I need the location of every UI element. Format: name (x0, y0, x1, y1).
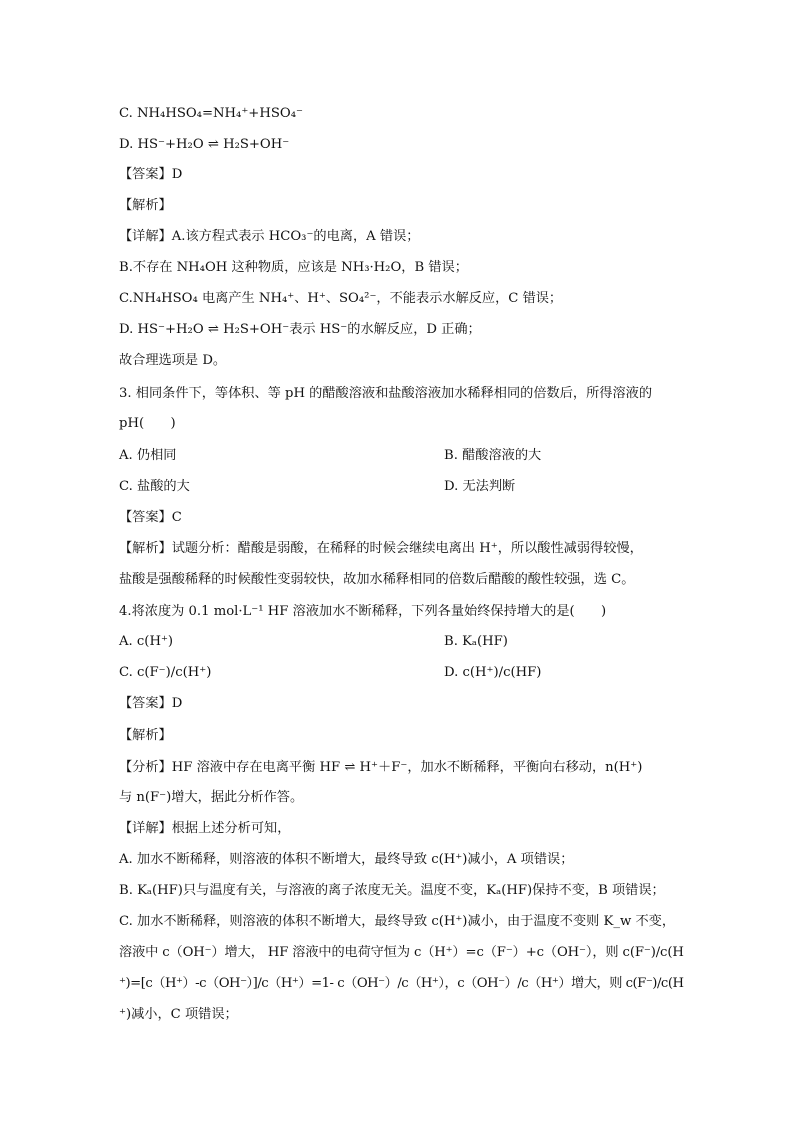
q4-answer: 【答案】D (119, 696, 183, 711)
question-3-stem: 3. 相同条件下，等体积、等 pH 的醋酸溶液和盐酸溶液加水稀释相同的倍数后，所得溶液的 (119, 386, 653, 401)
answer-label: 【答案】D (119, 167, 183, 182)
detail-c: C.NH₄HSO₄ 电离产生 NH₄⁺、H⁺、SO₄²⁻，不能表示水解反应，C 错误； (119, 291, 563, 306)
q4-detail-intro: 【详解】根据上述分析可知， (119, 821, 291, 836)
q3-analysis-line-2: 盐酸是强酸稀释的时候酸性变弱较快，故加水稀释相同的倍数后醋酸的酸性较强，选 C。 (119, 572, 635, 587)
q4-option-d: D. c(H⁺)/c(HF) (444, 665, 542, 680)
q4-detail-b: B. Kₐ(HF)只与温度有关，与溶液的离子浓度无关。温度不变，Kₐ(HF)保持不变，B 项错误； (119, 883, 665, 898)
q4-analysis-line-1: 【分析】HF 溶液中存在电离平衡 HF ⇌ H⁺＋F⁻，加水不断稀释，平衡向右移动，n(H⁺) (119, 760, 643, 775)
question-4-stem: 4.将浓度为 0.1 mol·L⁻¹ HF 溶液加水不断稀释，下列各量始终保持增大的是( ) (119, 604, 607, 619)
q4-option-b: B. Kₐ(HF) (444, 634, 508, 649)
q4-detail-c-line-1: C. 加水不断稀释，则溶液的体积不断增大，最终导致 c(H⁺)减小，由于温度不变则 K_w 不变， (119, 914, 676, 929)
question-3-stem-cont: pH( ) (119, 416, 176, 431)
q4-analysis-line-2: 与 n(F⁻)增大，据此分析作答。 (119, 790, 304, 805)
q3-option-c: C. 盐酸的大 (119, 479, 190, 494)
q4-option-a: A. c(H⁺) (119, 634, 174, 649)
q4-option-c: C. c(F⁻)/c(H⁺) (119, 665, 212, 680)
q4-detail-a: A. 加水不断稀释，则溶液的体积不断增大，最终导致 c(H⁺)减小，A 项错误； (119, 852, 574, 867)
analysis-label: 【解析】 (119, 198, 172, 213)
option-d-equation: D. HS⁻+H₂O ⇌ H₂S+OH⁻ (119, 137, 290, 152)
detail-a: 【详解】A.该方程式表示 HCO₃⁻的电离，A 错误； (119, 229, 420, 244)
option-c-equation: C. NH₄HSO₄=NH₄⁺+HSO₄⁻ (119, 106, 303, 121)
q4-detail-c-line-4: ⁺)减小，C 项错误； (119, 1007, 238, 1022)
detail-b: B.不存在 NH₄OH 这种物质，应该是 NH₃·H₂O，B 错误； (119, 260, 468, 275)
q4-detail-c-line-2: 溶液中 c（OH⁻）增大， HF 溶液中的电荷守恒为 c（H⁺）=c（F⁻）+c（OH⁻），则 c(F⁻)/c(H (119, 945, 684, 960)
conclusion: 故合理选项是 D。 (119, 353, 227, 368)
detail-d: D. HS⁻+H₂O ⇌ H₂S+OH⁻表示 HS⁻的水解反应，D 正确； (119, 322, 481, 337)
q4-detail-c-line-3: ⁺)=[c（H⁺）-c（OH⁻）]/c（H⁺）=1- c（OH⁻）/c（H⁺），c（OH⁻）/c（H⁺）增大，则 c(F⁻)/c(H (119, 976, 684, 991)
q3-option-b: B. 醋酸溶液的大 (444, 448, 542, 463)
q3-option-a: A. 仍相同 (119, 448, 177, 463)
q4-analysis-label: 【解析】 (119, 728, 172, 743)
q3-option-d: D. 无法判断 (444, 479, 516, 494)
q3-analysis-line-1: 【解析】试题分析：醋酸是弱酸，在稀释的时候会继续电离出 H⁺，所以酸性减弱得较慢， (119, 541, 643, 556)
q3-answer: 【答案】C (119, 510, 182, 525)
